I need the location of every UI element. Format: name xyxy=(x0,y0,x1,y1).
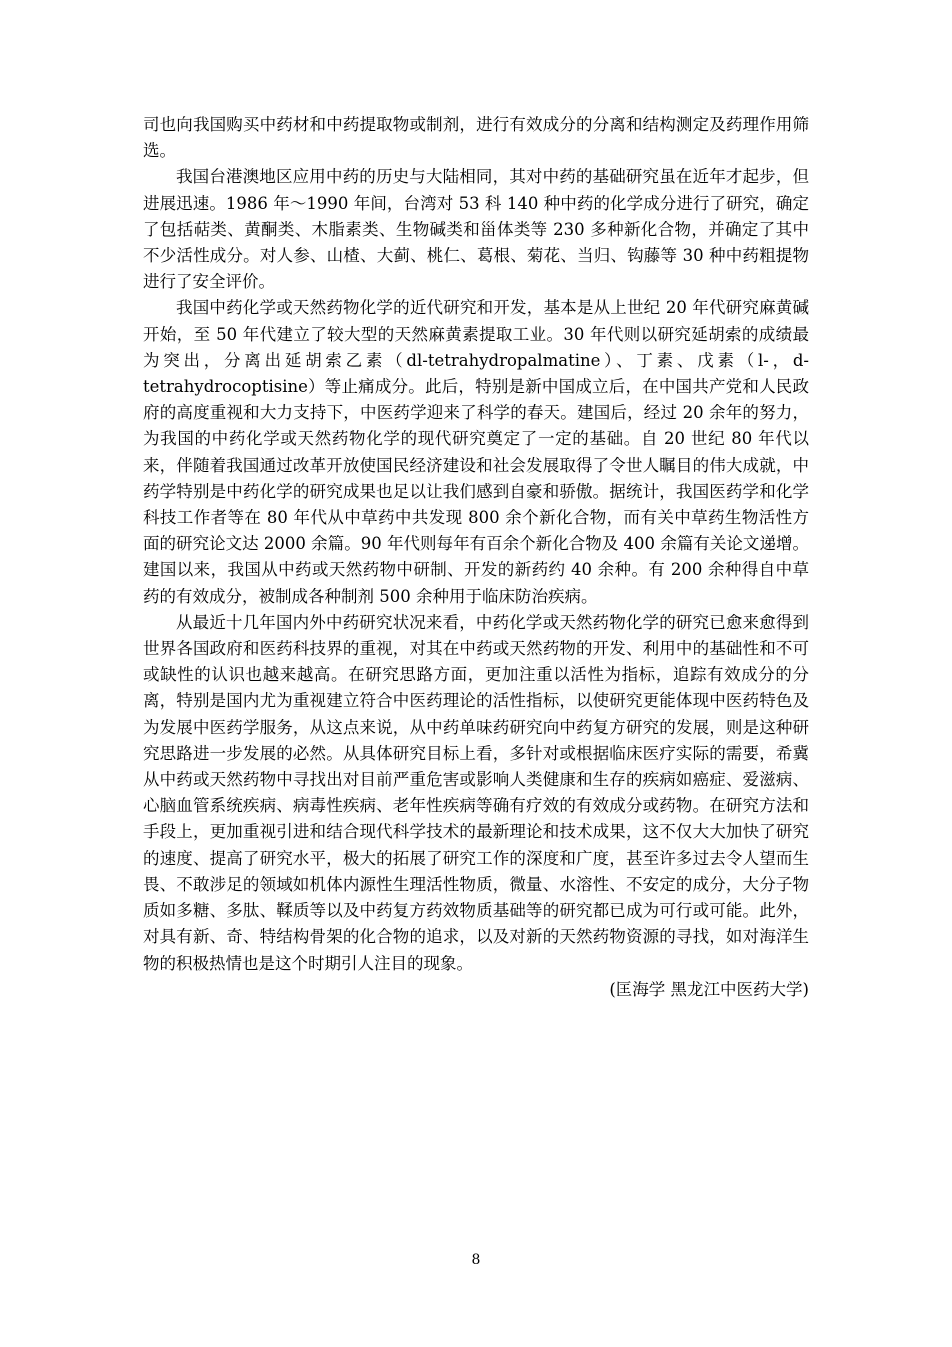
paragraph-continuation: 司也向我国购买中药材和中药提取物或制剂，进行有效成分的分离和结构测定及药理作用筛选。 xyxy=(143,115,809,161)
paragraph-recent-trends: 从最近十几年国内外中药研究状况来看，中药化学或天然药物化学的研究已愈来愈得到世界各国政府和医药科技界的重视，对其在中药或天然药物的开发、利用中的基础性和不可或缺性的认识也越来越高。在研究思路方面，更加注重以活性为指标，追踪有效成分的分离，特别是国内尤为重视建立符合中医药理论的活性指标，以使研究更能体现中医药特色及为发展中医药学服务，从这点来说，从中药单味药研究向中药复方研究的发展，则是这种研究思路进一步发展的必然。从具体研究目标上看，多针对或根据临床医疗实际的需要，希冀从中药或天然药物中寻找出对目前严重危害或影响人类健康和生存的疾病如癌症、爱滋病、心脑血管系统疾病、病毒性疾病、老年性疾病等确有疗效的有效成分或药物。在研究方法和手段上，更加重视引进和结合现代科学技术的最新理论和技术成果，这不仅大大加快了研究的速度、提高了研究水平，极大的拓展了研究工作的深度和广度，甚至许多过去令人望而生畏、不敢涉足的领域如机体内源性生理活性物质，微量、水溶性、不安定的成分，大分子物质如多糖、多肽、鞣质等以及中药复方药效物质基础等的研究都已成为可行或可能。此外，对具有新、奇、特结构骨架的化合物的追求，以及对新的天然药物资源的寻找，如对海洋生物的积极热情也是这个时期引人注目的现象。 xyxy=(143,612,809,973)
paragraph-taiwan-hongkong-macao: 我国台港澳地区应用中药的历史与大陆相同，其对中药的基础研究虽在近年才起步，但进展迅速。1986 年～1990 年间，台湾对 53 科 140 种中药的化学成分进行了研究，确定了包括萜类、黄酮类、木脂素类、生物碱类和甾体类等 230 多种新化合物，并确定了其中不少活性成分。对人参、山楂、大蓟、桃仁、葛根、菊花、当归、钩藤等 30 种中药粗提物进行了安全评价。 xyxy=(143,167,809,292)
page-number: 8 xyxy=(471,1252,481,1268)
author-signature: (匡海学 黑龙江中医药大学) xyxy=(609,979,809,999)
page-body xyxy=(143,112,809,1003)
paragraph-modern-research: 我国中药化学或天然药物化学的近代研究和开发，基本是从上世纪 20 年代研究麻黄碱开始，至 50 年代建立了较大型的天然麻黄素提取工业。30 年代则以研究延胡索的成绩最为突出，分离出延胡索乙素（dl-tetrahydropalmatine）、丁素、戊素（l-，d-tetrahydrocoptisine）等止痛成分。此后，特别是新中国成立后，在中国共产党和人民政府的高度重视和大力支持下，中医药学迎来了科学的春天。建国后，经过 20 余年的努力，为我国的中药化学或天然药物化学的现代研究奠定了一定的基础。自 20 世纪 80 年代以来，伴随着我国通过改革开放使国民经济建设和社会发展取得了令世人瞩目的伟大成就，中药学特别是中药化学的研究成果也足以让我们感到自豪和骄傲。据统计，我国医药学和化学科技工作者等在 80 年代从中草药中共发现 800 余个新化合物，而有关中草药生物活性方面的研究论文达 2000 余篇。90 年代则每年有百余个新化合物及 400 余篇有关论文递增。建国以来，我国从中药或天然药物中研制、开发的新药约 40 余种。有 200 余种得自中草药的有效成分，被制成各种制剂 500 余种用于临床防治疾病。 xyxy=(143,298,809,606)
